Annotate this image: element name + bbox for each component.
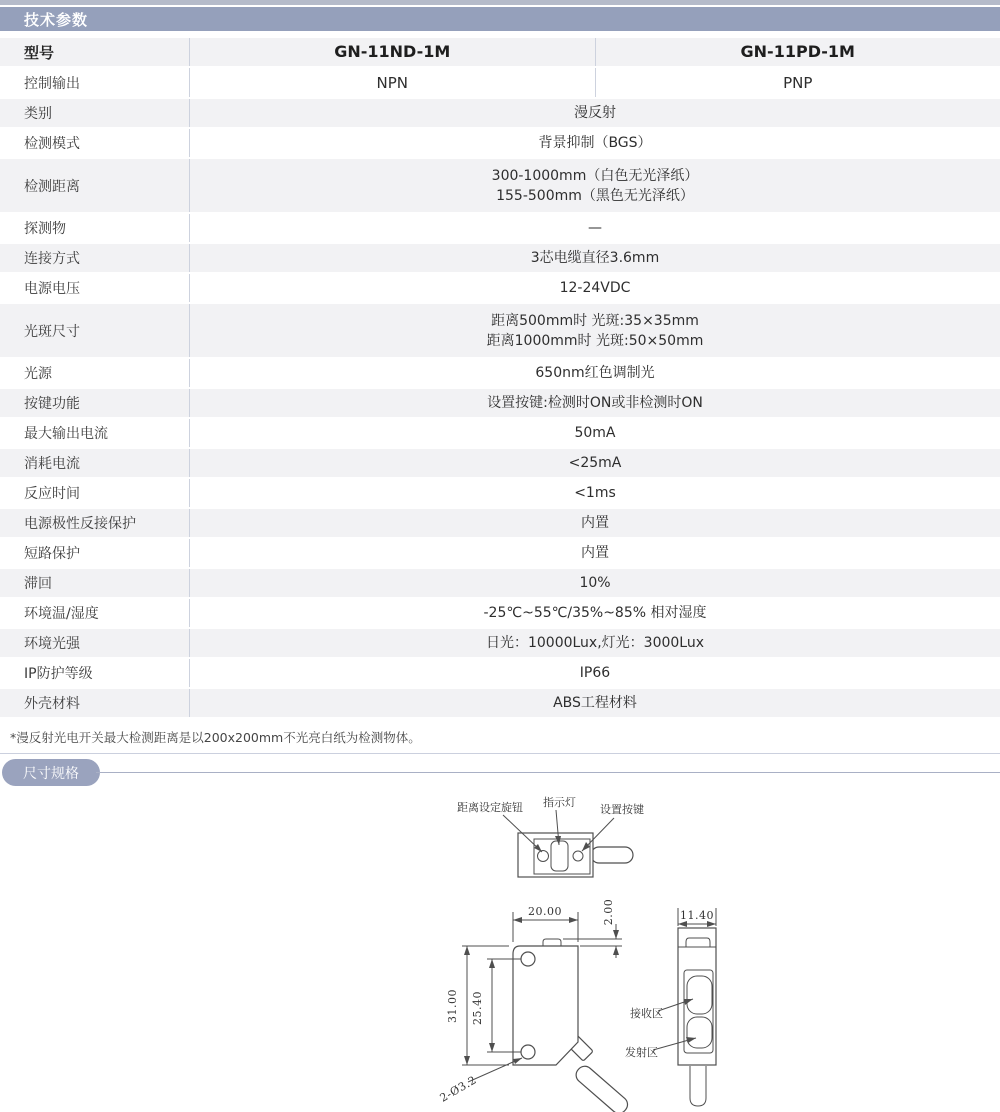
badge-line: [96, 772, 1000, 773]
receiver-label: 接收区: [630, 1007, 663, 1020]
table-row: [0, 629, 1000, 659]
row-label: 最大输出电流: [0, 419, 190, 447]
output-left: NPN: [376, 73, 408, 92]
row-label: 环境温/湿度: [0, 599, 190, 627]
row-value: [190, 539, 1000, 567]
row-value-line: 背景抑制（BGS）: [538, 135, 652, 151]
table-row: [0, 274, 1000, 304]
table-row-model: [0, 38, 1000, 68]
row-value: [190, 509, 1000, 537]
row-value-line: ABS工程材料: [553, 695, 637, 711]
row-value: [190, 449, 1000, 477]
row-value-line: <25mA: [568, 455, 622, 471]
side-view-cable: [573, 1063, 631, 1112]
table-row: [0, 389, 1000, 419]
row-label: 光斑尺寸: [0, 304, 190, 357]
mounting-hole-bottom: [521, 1045, 535, 1059]
table-row: [0, 244, 1000, 274]
dim-front-width-text: 11.40: [680, 909, 714, 922]
button-label: 设置按键: [600, 803, 644, 816]
table-row: [0, 419, 1000, 449]
dim-arrow: [569, 917, 578, 923]
row-value-line: 10%: [579, 575, 611, 591]
row-value: [190, 304, 1000, 357]
row-value: [190, 244, 1000, 272]
row-label: 短路保护: [0, 539, 190, 567]
row-value-line: 距离500mm时 光斑:35×35mm: [491, 312, 699, 329]
table-row: [0, 159, 1000, 214]
row-value: [190, 129, 1000, 157]
table-row: [0, 304, 1000, 359]
row-value: [190, 274, 1000, 302]
row-value-line: —: [588, 220, 602, 236]
emitter-label: 发射区: [625, 1046, 658, 1059]
dim-bump-text: 2.00: [602, 898, 615, 926]
row-value-line: <1ms: [574, 485, 616, 501]
row-value: [190, 99, 1000, 127]
row-label: 检测模式: [0, 129, 190, 157]
spec-table: [0, 38, 1000, 746]
row-value: [190, 599, 1000, 627]
mounting-hole-top: [521, 952, 535, 966]
tech-section-header: [0, 7, 1000, 31]
model-left: GN-11ND-1M: [334, 42, 451, 61]
dim-width-text: 20.00: [528, 905, 562, 918]
table-row: [0, 449, 1000, 479]
dim-arrow: [513, 917, 522, 923]
top-view-cable: [591, 847, 633, 863]
row-value: [190, 629, 1000, 657]
knob-label: 距离设定旋钮: [457, 801, 523, 814]
dim-height-text: 31.00: [446, 989, 459, 1023]
row-value-line: 日光：10000Lux,灯光：3000Lux: [485, 635, 705, 651]
section-divider-line: [0, 753, 1000, 754]
row-value-line: 300-1000mm（白色无光泽纸）: [491, 167, 699, 184]
row-value-line: 设置按键:检测时ON或非检测时ON: [487, 395, 703, 411]
front-view-cable: [690, 1066, 706, 1106]
table-row: [0, 539, 1000, 569]
row-value-line: 漫反射: [574, 105, 616, 121]
row-value: [190, 214, 1000, 242]
dim-section-header: [0, 759, 1000, 787]
row-label: 环境光强: [0, 629, 190, 657]
indicator-label: 指示灯: [543, 796, 576, 809]
table-row: [0, 479, 1000, 509]
hole-leader-line: [468, 1058, 522, 1082]
row-value: [190, 479, 1000, 507]
output-right: PNP: [595, 68, 1000, 97]
output-values: [190, 68, 1000, 97]
row-value: [190, 389, 1000, 417]
row-value: [190, 659, 1000, 687]
row-label-output: 控制输出: [0, 68, 190, 97]
row-label: 按键功能: [0, 389, 190, 417]
row-value: [190, 419, 1000, 447]
row-label: 消耗电流: [0, 449, 190, 477]
dim-arrow: [464, 1056, 470, 1065]
row-label: IP防护等级: [0, 659, 190, 687]
table-row: [0, 129, 1000, 159]
row-value-line: 内置: [581, 545, 609, 561]
row-value-line: 155-500mm（黑色无光泽纸）: [496, 187, 694, 204]
model-values: [190, 38, 1000, 66]
row-label: 外壳材料: [0, 689, 190, 717]
row-label: 滞回: [0, 569, 190, 597]
row-label: 电源极性反接保护: [0, 509, 190, 537]
table-row: [0, 214, 1000, 244]
model-right: GN-11PD-1M: [595, 38, 1000, 66]
table-row: [0, 569, 1000, 599]
row-value-line: 3芯电缆直径3.6mm: [530, 250, 660, 266]
row-label-model: 型号: [0, 38, 190, 66]
dimension-drawings: [420, 788, 1000, 1112]
table-row: [0, 359, 1000, 389]
dim-arrow: [489, 959, 495, 968]
table-row: [0, 99, 1000, 129]
top-strip: [0, 0, 1000, 5]
table-row: [0, 509, 1000, 539]
tech-section-title: 技术参数: [24, 10, 89, 29]
row-label: 类别: [0, 99, 190, 127]
row-label: 电源电压: [0, 274, 190, 302]
row-value-line: 12-24VDC: [559, 280, 631, 296]
row-value-line: -25℃~55℃/35%~85% 相对湿度: [483, 605, 707, 621]
dim-section-badge: [2, 759, 100, 786]
dim-holes-text: 2-Ø3.2: [437, 1073, 479, 1105]
dim-arrow: [489, 1043, 495, 1052]
row-value: [190, 569, 1000, 597]
row-value: [190, 159, 1000, 212]
table-row: [0, 659, 1000, 689]
footnote: *漫反射光电开关最大检测距离是以200x200mm不光亮白纸为检测物体。: [10, 730, 421, 745]
dim-arrow: [464, 946, 470, 955]
dim-arrow: [613, 946, 619, 955]
row-value-line: 50mA: [574, 425, 616, 441]
table-row: [0, 599, 1000, 629]
row-value-line: 650nm红色调制光: [535, 365, 655, 381]
row-value: [190, 359, 1000, 387]
row-label: 连接方式: [0, 244, 190, 272]
table-row: [0, 689, 1000, 719]
row-label: 探测物: [0, 214, 190, 242]
row-label: 反应时间: [0, 479, 190, 507]
row-value: [190, 689, 1000, 717]
spec-rows: [0, 99, 1000, 719]
row-value-line: 距离1000mm时 光斑:50×50mm: [486, 332, 704, 349]
dim-hole-spacing-text: 25.40: [471, 991, 484, 1025]
row-label: 光源: [0, 359, 190, 387]
dim-arrow: [613, 930, 619, 939]
row-value-line: IP66: [579, 665, 611, 681]
row-value-line: 内置: [581, 515, 609, 531]
dim-section-title: 尺寸规格: [23, 765, 79, 782]
side-view-top-bump: [543, 939, 561, 946]
row-label: 检测距离: [0, 159, 190, 212]
table-row-output: [0, 68, 1000, 99]
